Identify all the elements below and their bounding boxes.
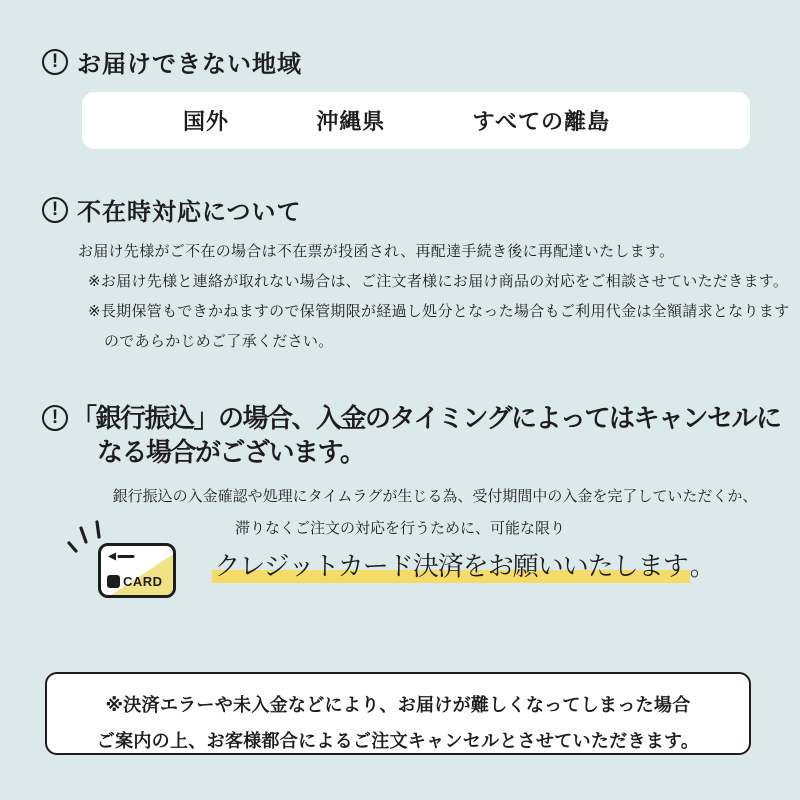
cancel-notice-line2: ご案内の上、お客様都合によるご注文キャンセルとさせていただきます。 [96, 731, 700, 751]
bank-transfer-body-line2: 滞りなくご注文の対応を行うために、可能な限り [234, 520, 565, 537]
absence-line-redelivery: お届け先様がご不在の場合は不在票が投函され、再配達手続き後に再配達いたします。 [78, 243, 675, 260]
undeliverable-areas-heading [42, 44, 302, 79]
cancel-notice-box [45, 672, 751, 755]
area-item-okinawa: 沖縄県 [316, 109, 386, 134]
bank-transfer-heading [42, 401, 780, 469]
absence-handling-body [78, 237, 788, 357]
exclamation-circle-icon: ! [42, 49, 68, 75]
absence-handling-title: 不在時対応について [77, 199, 302, 226]
card-label-row [107, 574, 163, 589]
card-chip-icon [107, 575, 120, 588]
area-item-remote-islands: すべての離島 [472, 109, 610, 134]
bank-transfer-body-line1: 銀行振込の入金確認や処理にタイムラグが生じる為、受付期間中の入金を完了していただくか、 [112, 488, 758, 505]
absence-line-storage-limit: ※長期保管もできかねますので保管期限が経過し処分となった場合もご利用代金は全額請求となります [88, 303, 790, 320]
cancel-notice-line1: ※決済エラーや未入金などにより、お届けが難しくなってしまった場合 [105, 695, 691, 715]
credit-card-request-highlight: クレジットカード決済をお願いいたします [212, 551, 690, 584]
bank-transfer-title-line1: 「銀行振込」の場合、入金のタイミングによってはキャンセルに [71, 403, 781, 433]
undeliverable-areas-box [82, 92, 750, 149]
credit-card-request-period: 。 [689, 551, 716, 581]
credit-card-icon [62, 516, 182, 606]
credit-card-body [98, 543, 176, 598]
exclamation-circle-icon: ! [42, 405, 68, 431]
card-label: CARD [123, 574, 163, 589]
absence-handling-heading [42, 192, 302, 227]
exclamation-circle-icon: ! [42, 197, 68, 223]
card-insert-arrow-icon [107, 551, 135, 562]
absence-line-no-contact: ※お届け先様と連絡が取れない場合は、ご注文者様にお届け商品の対応をご相談させていただきます。 [88, 273, 789, 290]
bank-transfer-title-line2: なる場合がございます。 [97, 437, 365, 467]
absence-line-storage-limit-cont: のであらかじめご了承ください。 [104, 333, 334, 350]
undeliverable-areas-title: お届けできない地域 [77, 51, 302, 78]
bank-transfer-title [71, 401, 780, 469]
area-item-overseas: 国外 [183, 109, 230, 134]
